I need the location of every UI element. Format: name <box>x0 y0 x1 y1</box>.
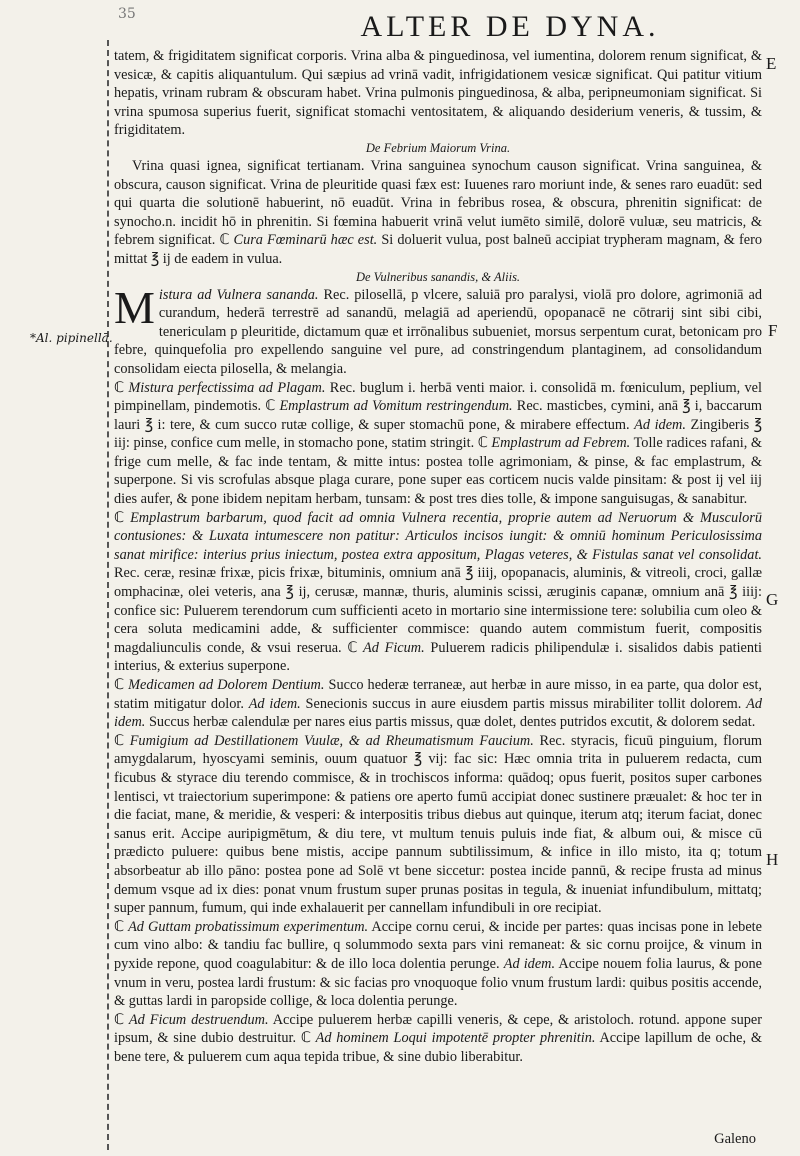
paragraph: ℂ Medicamen ad Dolorem Dentium. Succo hederæ terraneæ, aut herbæ in aure misso, in ea parte, qua dolor est, statim mitigatur dolor. Ad idem. Senecionis succus in aure eiusdem partis missus mirabiliter tollit dolorem. Ad idem. Succus herbæ calendulæ per nares eius partis missus, quæ dolet, dentes putridos excutit, & dolorem sedat. <box>114 677 763 731</box>
paragraph-text: Accipe puluerem herbæ capilli veneris, & cepe, & aristoloch. rotund. appone super ipsum, & sine dubio destruitur. <box>114 1011 762 1047</box>
rubric: Ad hominem Loqui impotentē propter phrenitin. <box>315 1030 596 1047</box>
rubric: Medicamen ad Dolorem Dentium. <box>128 677 325 693</box>
paragraph: ℂ Ad Ficum destruendum. Accipe puluerem herbæ capilli veneris, & cepe, & aristoloch. rotund. appone super ipsum, & sine dubio destruitur. ℂ Ad hominem Loqui impotentē propter phrenitin. Accipe lapillum de oche, & bene tere, & puluerem cum aqua tepida tribue, & sine dubio liberabitur. <box>114 1011 762 1065</box>
paragraph-text: Accipe lapillum de oche, & bene tere, & puluerem cum aqua tepida tribue, & sine dubio liberabitur. <box>114 1030 762 1065</box>
side-letter-e: E <box>766 54 777 73</box>
paragraph-text: Rec. pilosellā, p vlcere, saluiā pro paralysi, violā pro dolore, agrimoniā ad curandum, hederā terrestrē ad sanandū, melagiā ad aperiendū, opopanacē ne cōtrarij sint sibi cibi, tenericulam p pleuritide, dictamum quæ et irrōnalibus subueniet, morsus serpentum curat, betonicam pro febre, quinquefolia pro expellendo sanguine vel pure, ad constringendum plantaginem, ad consolidandum consolidam eiecta pilosella, & melangia. <box>114 286 762 377</box>
paragraph-text: Accipe nouem folia laurus, & pone vnum in veru, postea lardi frustum: & sic facias pro vnoquoque folio vnum frustum lardi: quibus positis accende, & guttas lardi in paropside collige, & loca dolentia perunge. <box>114 955 763 1010</box>
rubric: Ad idem. <box>248 695 301 712</box>
rubric: Ad idem. <box>503 955 556 972</box>
section-heading: De Vulneribus sanandis, & Aliis. <box>355 269 521 284</box>
paragraph-text: Succus herbæ calendulæ per nares eius partis missus, quæ dolet, dentes putridos excutit, & dolorem sedat. <box>148 714 756 731</box>
paragraph: ℂ Emplastrum barbarum, quod facit ad omnia Vulnera recentia, proprie autem ad Neruorum & Musculorū contusiones: & Luxata intumescere non patitur: Articulos incisos iungit: & omniū hominum Periculosissima sanat mirifice: interius prius iniectum, postea extra appositum, Plagas veteres, & Fistulas sanat vel consolidat. Rec. ceræ, resinæ frixæ, picis frixæ, bituminis, omnium anā ℥ iiij, opopanacis, aluminis, & vitreoli, croci, gallæ omphacinæ, olei veteris, ana ℥ ij, cerusæ, mannæ, thuris, aluminis scissi, æruginis capanæ, omnium anā ℥ iiij: confice sic: Puluerem terendorum cum sufficienti aceto in mortario sine intermissione tere: solubilia cum oleo & cera soluta medicamini adde, & sufficienter commisce: quando autem commistum fuerit, compositis magdaliunculis conde, & vsui reserua. ℂ Ad Ficum. Puluerem radicis philipendulæ i. sisalidos dabis patienti interius, & exterius superpone. <box>114 509 762 675</box>
rubric: Fumigium ad Destillationem Vuulæ, & ad Rheumatismum Faucium. <box>129 732 534 749</box>
paragraph-text: Zingiberis ℥ iij: pinse, confice cum melle, in stomacho pone, statim stringit. <box>114 416 763 452</box>
rubric: Cura Fœminarū hæc est. <box>233 232 378 249</box>
catchword: Galeno <box>714 1131 756 1147</box>
running-head: ALTER DE DYNA. <box>360 10 660 43</box>
drop-initial: M <box>114 281 155 333</box>
rubric: Emplastrum ad Febrem. <box>491 435 631 452</box>
paragraph-text: Puluerem radicis philipendulæ i. sisalidos dabis patienti interius, & exterius superpone. <box>114 639 762 675</box>
rubric: Ad Ficum destruendum. <box>128 1011 269 1028</box>
paragraph: ℂ Ad Guttam probatissimum experimentum. Accipe cornu cerui, & incide per partes: quas incisas pone in lebete cum vino albo: & tandiu fac bullire, q solummodo sexta pars vini remaneat: & sic cornu proijce, & vinum in pyxide repone, quod coagulabitur: & de illo loca dolentia perunge. Ad idem. Accipe nouem folia laurus, & pone vnum in veru, postea lardi frustum: & sic facias pro vnoquoque folio vnum frustum lardi: quibus positis accende, & guttas lardi in paropside collige, & loca dolentia perunge. <box>114 918 763 1010</box>
paragraph-text: Rec. ceræ, resinæ frixæ, picis frixæ, bituminis, omnium anā ℥ iiij, opopanacis, aluminis, & vitreoli, croci, gallæ omphacinæ, olei veteris, ana ℥ ij, cerusæ, mannæ, thuris, aluminis scissi, æruginis capanæ, omnium anā ℥ iiij: confice sic: Puluerem terendorum cum sufficienti aceto in mortario sine intermissione tere: solubilia cum oleo & cera soluta medicamini adde, & sufficienter commisce: quando autem commistum fuerit, compositis magdaliunculis conde, & vsui reserua. <box>114 565 762 656</box>
margin-note: *Al. pipinellā. <box>30 331 113 345</box>
paragraph-text: Si doluerit vulua, post balneū accipiat trypheram magnam, & fero mittat ℥ ij de eadem in vulua. <box>114 232 762 267</box>
paragraph-text: Tolle radices rafani, & frige cum melle, & fac inde tentam, & mitte intus: postea tolle agrimoniam, & pinse, & fac emplastrum, & superpone. Si vis scrofulas absque plaga curare, pone super eas corticem nucis valde pinsitam: & post ij vel iij dies aufer, & pone ibidem nepitam herbam, tunsam: & post tres dies tolle, & impone sanguisugas, & sanabitur. <box>114 435 762 508</box>
side-letter-h: H <box>766 850 779 869</box>
side-letter-f: F <box>768 321 778 340</box>
rubric: Mistura perfectissima ad Plagam. <box>128 379 326 396</box>
rubric: Emplastrum ad Vomitum restringendum. <box>279 398 513 415</box>
section-heading: De Febrium Maiorum Vrina. <box>365 140 511 155</box>
rubric: Ad Guttam probatissimum experimentum. <box>128 918 369 935</box>
rubric: istura ad Vulnera sananda. <box>158 286 319 303</box>
margin-rule <box>107 40 109 1150</box>
main-text <box>114 47 762 1066</box>
paragraph-text: Rec. buglum i. herbā venti maior. i. consolidā m. fœniculum, peplium, vel pimpinellam, pindemotis. <box>114 379 762 415</box>
page-number: 35 <box>118 6 136 22</box>
paragraph-text: Succo hederæ terraneæ, aut herbæ in aure misso, in ea parte, qua dolor est, statim mitigatur dolor. <box>114 677 762 712</box>
rubric: Ad idem. <box>114 695 763 731</box>
rubric: Ad idem. <box>634 416 686 433</box>
paragraph <box>114 281 762 379</box>
paragraph-text: Vrina quasi ignea, significat tertianam. Vrina sanguinea synochum causon significat. Vrina sanguinea, & obscura, causon significat. Vrina de pleuritide quasi fæx est: Iuuenes raro moriunt inde, & senes raro euadūt: sed qui quarta die solutionē habuerint, nō euadūt. Vrina in febribus rosea, & obscura, phrenitin significat: de synocho.n. incidit hō in phrenitin. Si fœmina habuerit vrinā velut iumēto similē, dolorē vuluæ, seu matricis, & febrem significat. <box>114 157 762 249</box>
rubric: Emplastrum barbarum, quod facit ad omnia Vulnera recentia, proprie autem ad Neruorum & Musculorū contusiones: & Luxata intumescere non patitur: Articulos incisos iungit: & omniū hominum Periculosissima sanat mirifice: interius prius iniectum, postea extra appositum, Plagas veteres, & Fistulas sanat vel consolidat. <box>114 509 762 563</box>
paragraph: Vrina quasi ignea, significat tertianam. Vrina sanguinea synochum causon significat. Vrina sanguinea, & obscura, causon significat. Vrina de pleuritide quasi fæx est: Iuuenes raro moriunt inde, & senes raro euadūt: sed qui quarta die solutionē habuerint, nō euadūt. Vrina in febribus rosea, & obscura, phrenitin significat: de synocho.n. incidit hō in phrenitin. Si fœmina habuerit vrinā velut iumēto similē, dolorē vuluæ, seu matricis, & febrem significat. ℂ Cura Fœminarū hæc est. Si doluerit vulua, post balneū accipiat trypheram magnam, & fero mittat ℥ ij de eadem in vulua. <box>114 157 762 267</box>
paragraph-text: Accipe cornu cerui, & incide per partes: quas incisas pone in lebete cum vino albo: & tandiu fac bullire, q solummodo sexta pars vini remaneat: & sic cornu proijce, & vinum in pyxide repone, quod coagulabitur: & de illo loca dolentia perunge. <box>114 918 762 972</box>
paragraph-text: Rec. masticbes, cymini, anā ℥ i, baccarum lauri ℥ i: tere, & cum succo rutæ collige, & super stomachū pone, & mirabere effectum. <box>114 398 763 433</box>
paragraph: ℂ Fumigium ad Destillationem Vuulæ, & ad Rheumatismum Faucium. Rec. styracis, ficuū pinguium, florum amygdalarum, hyoscyami seminis, ouum quatuor ℥ vij: fac sic: Hæc omnia trita in puluerem redacta, cum ficubus & styrace diu terendo commisce, & in trochiscos informa: quādoq; opus fuerit, positos super carbones lentisci, vt traiectorium superimpone: & patiens ore aperto fumū accipiat donec sustinere præualet: & hoc ter in die faciat, mane, & meridie, & vesperi: & interpositis tribus diebus aut quinque, iterum atq; iterum faciat, donec sanus erit. Accipe auripigmētum, & diu tere, vt multum tenuis puluis inde fiat, & album oui, & misce cū prædicto puluere: quibus bene mistis, accipe pannum subtilissimum, & infice in illo misto, ita q; totum absorbeatur ab illo pāno: postea pone ad Solē vt bene siccetur: postea incide pannū, & recipe frusta ad minus demum vsque ad ix dies: ponat vnum frustum super prunas positas in tegula, & inueniat infundibulum, mittatq; super pannum, fumum, qui inde exhalauerit per cannellam infundibuli in ore recipiat. <box>114 732 763 917</box>
paragraph-text: Senecionis succus in aure eiusdem partis missus mirabiliter tollit dolorem. <box>305 695 742 712</box>
paragraph-text: Rec. styracis, ficuū pinguium, florum amygdalarum, hyoscyami seminis, ouum quatuor ℥ vij: fac sic: Hæc omnia trita in puluerem redacta, cum ficubus & styrace diu terendo commisce, & in trochiscos informa: quādoq; opus fuerit, positos super carbones lentisci, vt traiectorium superimpone: & patiens ore aperto fumū accipiat donec sustinere præualet: & hoc ter in die faciat, mane, & meridie, & vesperi: & interpositis tribus diebus aut quinque, iterum atq; iterum faciat, donec sanus erit. Accipe auripigmētum, & diu tere, vt multum tenuis puluis inde fiat, & album oui, & misce cū prædicto puluere: quibus bene mistis, accipe pannum subtilissimum, & infice in illo misto, ita q; totum absorbeatur ab illo pāno: postea pone ad Solē vt bene siccetur: postea incide pannū, & recipe frusta ad minus demum vsque ad ix dies: ponat vnum frustum super prunas positas in tegula, & inueniat infundibulum, mittatq; super pannum, fumum, qui inde exhalauerit per cannellam infundibuli in ore recipiat. <box>114 732 763 917</box>
rubric: Ad Ficum. <box>363 639 425 656</box>
paragraph: ℂ Mistura perfectissima ad Plagam. Rec. buglum i. herbā venti maior. i. consolidā m. fœniculum, peplium, vel pimpinellam, pindemotis. ℂ Emplastrum ad Vomitum restringendum. Rec. masticbes, cymini, anā ℥ i, baccarum lauri ℥ i: tere, & cum succo rutæ collige, & super stomachū pone, & mirabere effectum. Ad idem. Zingiberis ℥ iij: pinse, confice cum melle, in stomacho pone, statim stringit. ℂ Emplastrum ad Febrem. Tolle radices rafani, & frige cum melle, & fac inde tentam, & mitte intus: postea tolle agrimoniam, & pinse, & fac emplastrum, & superpone. Si vis scrofulas absque plaga curare, pone super eas corticem nucis valde pinsitam: & post ij vel iij dies aufer, & pone ibidem nepitam herbam, tunsam: & post tres dies tolle, & impone sanguisugas, & sanabitur. <box>114 379 763 508</box>
side-letter-g: G <box>766 590 779 609</box>
paragraph: tatem, & frigiditatem significat corporis. Vrina alba & pinguedinosa, vel iumentina, dolorem renum significat, & vesicæ, & capitis aliquantulum. Qui sæpius ad vrinā vadit, infrigidationem vesicæ significat. Qui patitur vitium hepatis, vrinam rubram & obscuram habet. Vrina pulmonis pinguedinosa, & alba, peripneumoniam significat. Si vrina spumosa superius fuerit, significat stomachi ventositatem, & aliquando desiderium veneris, & tussim, & frigiditatem. <box>114 48 762 139</box>
